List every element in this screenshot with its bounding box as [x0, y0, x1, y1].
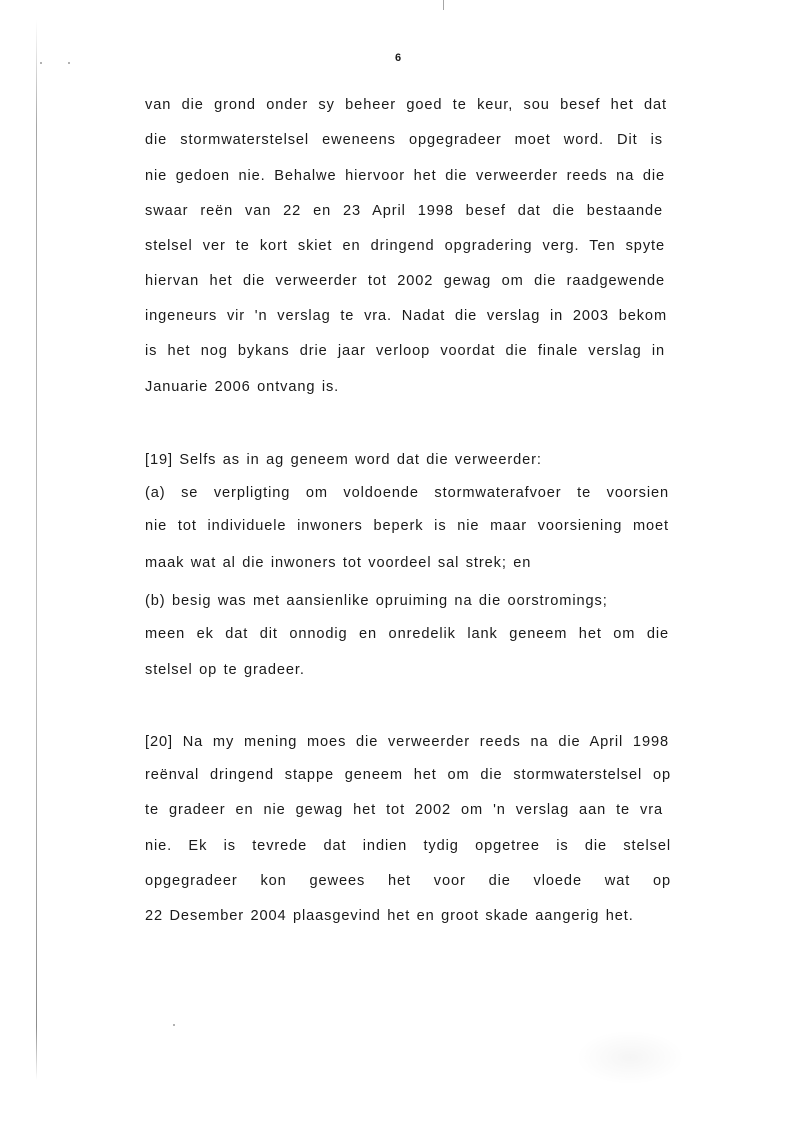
list-item-a: (a) se verpligting om voldoende stormwaterafvoer te voorsien: [145, 485, 669, 501]
scan-speck: [68, 62, 70, 64]
body-line: opgegradeer kon gewees het voor die vloede wat op: [145, 873, 671, 889]
body-line: stelsel ver te kort skiet en dringend opgradering verg. Ten spyte: [145, 238, 665, 254]
body-line: maak wat al die inwoners tot voordeel sal strek; en: [145, 555, 532, 571]
body-line: stelsel op te gradeer.: [145, 662, 305, 678]
body-line: nie. Ek is tevrede dat indien tydig opgetree is die stelsel: [145, 838, 671, 854]
body-line: nie tot individuele inwoners beperk is nie maar voorsiening moet: [145, 518, 669, 534]
body-line: van die grond onder sy beheer goed te keur, sou besef het dat: [145, 97, 667, 113]
list-item-b: (b) besig was met aansienlike opruiming na die oorstromings;: [145, 593, 608, 609]
body-line: is het nog bykans drie jaar verloop voordat die finale verslag in: [145, 343, 665, 359]
body-line: ingeneurs vir 'n verslag te vra. Nadat die verslag in 2003 bekom: [145, 308, 667, 324]
body-line: swaar reën van 22 en 23 April 1998 besef dat die bestaande: [145, 203, 663, 219]
scan-edge-left: [36, 20, 37, 1080]
scan-smudge: [575, 1030, 685, 1085]
page-number: 6: [395, 52, 402, 64]
body-line: 22 Desember 2004 plaasgevind het en groot skade aangerig het.: [145, 908, 634, 924]
body-line: te gradeer en nie gewag het tot 2002 om 'n verslag aan te vra: [145, 802, 663, 818]
scan-edge-top: [443, 0, 444, 10]
body-line: nie gedoen nie. Behalwe hiervoor het die verweerder reeds na die: [145, 168, 665, 184]
paragraph-19-heading: [19] Selfs as in ag geneem word dat die verweerder:: [145, 452, 542, 468]
scan-speck: [40, 62, 42, 64]
scan-speck: [173, 1024, 175, 1026]
body-line: Januarie 2006 ontvang is.: [145, 379, 340, 395]
paragraph-20-heading: [20] Na my mening moes die verweerder reeds na die April 1998: [145, 734, 669, 750]
body-line: meen ek dat dit onnodig en onredelik lank geneem het om die: [145, 626, 669, 642]
body-line: die stormwaterstelsel eweneens opgegradeer moet word. Dit is: [145, 132, 663, 148]
body-line: hiervan het die verweerder tot 2002 gewag om die raadgewende: [145, 273, 665, 289]
body-line: reënval dringend stappe geneem het om die stormwaterstelsel op: [145, 767, 671, 783]
